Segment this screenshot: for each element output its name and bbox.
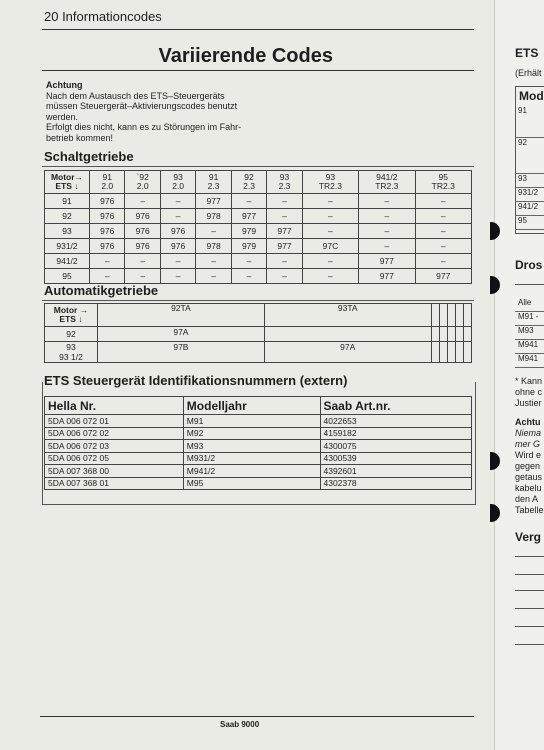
column-header [463, 304, 471, 327]
footer-rule [40, 716, 474, 717]
id-cell: 4300539 [320, 452, 472, 465]
next-page-row: M91 - [515, 312, 544, 326]
table-row [45, 194, 472, 209]
table-row [45, 342, 472, 363]
column-header [455, 304, 463, 327]
code-cell: 977 [359, 269, 415, 284]
corner-header-line: Motor→ [50, 172, 84, 182]
code-cell: – [231, 254, 266, 269]
next-page-section: Verg [515, 530, 542, 544]
code-cell: – [231, 269, 266, 284]
code-cell: – [160, 269, 195, 284]
next-page-row: 931/2 [515, 188, 544, 202]
warning-line: Nach dem Austausch des ETS–Steuergeräts [46, 90, 225, 101]
next-page-row: 941/2 [515, 202, 544, 216]
next-page-warning: Achtu [515, 417, 541, 427]
code-cell: – [359, 209, 415, 224]
next-page-warning: Wird e [515, 450, 542, 460]
code-cell: 977 [267, 239, 302, 254]
code-cell [447, 327, 455, 342]
column-header-line: TR2.3 [375, 181, 399, 191]
column-header: 93TA [264, 304, 431, 327]
manual-transmission-table [44, 170, 472, 284]
code-cell: 97B [98, 342, 265, 363]
table-row [45, 269, 472, 284]
row-label-line: 92 [66, 329, 76, 339]
next-page-subtitle: (Erhält [515, 68, 542, 78]
next-page-warning: mer G [515, 439, 541, 449]
id-cell: 4302378 [320, 477, 472, 490]
table-row [45, 427, 472, 440]
ets-id-heading: ETS Steuergerät Identifikationsnummern (extern) [44, 373, 348, 388]
code-cell: – [196, 269, 231, 284]
corner-header-line: ETS ↓ [55, 181, 79, 191]
code-cell: 978 [196, 209, 231, 224]
row-label-line: 93 [66, 342, 76, 352]
table-row [45, 440, 472, 453]
next-page-section: Dros [515, 258, 543, 272]
next-page-note: Justier [515, 398, 542, 408]
code-cell: 977 [231, 209, 266, 224]
next-page-row: 92 [515, 138, 544, 174]
header-rule [42, 29, 474, 30]
column-header-line: 2.0 [172, 181, 185, 191]
code-cell [463, 342, 471, 363]
id-cell: 4022653 [320, 415, 472, 428]
warning-line: müssen Steuergerät–Aktivierungscodes benutzt [46, 101, 238, 111]
code-cell [431, 342, 439, 363]
next-page-rule [515, 626, 544, 627]
next-page-warning: getaus [515, 472, 543, 482]
code-cell: 979 [231, 224, 266, 239]
next-page-row: M941 [515, 340, 544, 354]
table-row [45, 452, 472, 465]
column-header-line: 2.0 [101, 181, 114, 191]
code-cell: – [302, 254, 358, 269]
code-cell: 976 [125, 224, 160, 239]
id-cell: 5DA 006 072 03 [45, 440, 184, 453]
code-cell: – [267, 254, 302, 269]
column-header-line: TR2.3 [431, 181, 455, 191]
page-footer: Saab 9000 [220, 720, 260, 729]
code-cell: – [267, 269, 302, 284]
column-header [90, 171, 125, 194]
id-cell: 5DA 006 072 05 [45, 452, 184, 465]
code-cell: – [90, 254, 125, 269]
next-page-note: * Kann [515, 376, 543, 386]
code-cell: – [415, 224, 472, 239]
next-page-rule [515, 608, 544, 609]
next-page-row: 95 [515, 216, 544, 230]
table-row [45, 254, 472, 269]
next-page-row: Alle [515, 298, 544, 312]
column-header: 92TA [98, 304, 265, 327]
code-cell [463, 327, 471, 342]
column-header-line: 93 [279, 172, 290, 182]
ets-id-table [44, 396, 472, 490]
code-cell: 977 [359, 254, 415, 269]
column-header [359, 171, 415, 194]
warning-line: Erfolgt dies nicht, kann es zu Störungen im Fahr- [46, 122, 242, 132]
id-cell: 4392601 [320, 465, 472, 478]
id-cell: 4159182 [320, 427, 472, 440]
row-label: 931/2 [45, 239, 90, 254]
id-cell: 5DA 006 072 02 [45, 427, 184, 440]
code-cell: – [415, 209, 472, 224]
warning-note [46, 80, 286, 143]
code-cell: – [90, 269, 125, 284]
id-cell: M91 [183, 415, 320, 428]
id-cell: M92 [183, 427, 320, 440]
column-header [231, 171, 266, 194]
corner-header [45, 304, 98, 327]
table-header-row [45, 171, 472, 194]
code-cell: – [160, 209, 195, 224]
code-cell: 976 [160, 224, 195, 239]
warning-line: betrieb kommen! [46, 132, 114, 143]
corner-header [45, 171, 90, 194]
title-rule [42, 70, 474, 71]
row-label: 941/2 [45, 254, 90, 269]
code-cell: – [359, 194, 415, 209]
next-page-rule [515, 590, 544, 591]
next-page-note: ohne c [515, 387, 543, 397]
next-page-warning: Niema [515, 428, 542, 438]
code-cell: – [415, 254, 472, 269]
page-header: 20 Informationcodes [44, 9, 162, 24]
next-page-row: M93 [515, 326, 544, 340]
code-cell: 976 [90, 194, 125, 209]
id-cell: 5DA 007 368 00 [45, 465, 184, 478]
warning-heading: Achtung [46, 80, 83, 90]
column-header [447, 304, 455, 327]
code-cell: 976 [90, 239, 125, 254]
next-page-rule [515, 574, 544, 575]
code-cell: – [196, 224, 231, 239]
column-header [196, 171, 231, 194]
code-cell: – [196, 254, 231, 269]
code-cell: 977 [196, 194, 231, 209]
next-page-warning: kabelu [515, 483, 542, 493]
code-cell: 97A [98, 327, 265, 342]
next-page-warning: den A [515, 494, 539, 504]
column-header: Saab Art.nr. [320, 397, 472, 415]
row-label-line: 93 1/2 [59, 352, 83, 362]
next-page-title: ETS [515, 46, 539, 60]
table-row [45, 224, 472, 239]
code-cell: – [125, 254, 160, 269]
code-cell: – [302, 209, 358, 224]
code-cell: 976 [125, 209, 160, 224]
column-header [160, 171, 195, 194]
code-cell: – [125, 194, 160, 209]
code-cell [455, 342, 463, 363]
id-cell: M941/2 [183, 465, 320, 478]
column-header [302, 171, 358, 194]
code-cell: – [160, 194, 195, 209]
code-cell [439, 342, 447, 363]
table-row [45, 327, 472, 342]
code-cell: 977 [267, 224, 302, 239]
next-page-row: 91 [515, 106, 544, 138]
column-header-line: TR2.3 [318, 181, 342, 191]
column-header: Modelljahr [183, 397, 320, 415]
code-cell: 976 [90, 224, 125, 239]
code-cell: – [302, 224, 358, 239]
column-header-line: 92 [244, 172, 254, 182]
code-cell: – [359, 239, 415, 254]
id-cell: 4300075 [320, 440, 472, 453]
column-header-line: 941/2 [376, 172, 398, 182]
next-page-warning: Tabelle [515, 505, 544, 515]
code-cell: 978 [196, 239, 231, 254]
next-page-row: 93 [515, 174, 544, 188]
warning-line: werden. [46, 111, 79, 122]
code-cell [455, 327, 463, 342]
next-page-table-head: Mod [519, 89, 544, 103]
column-header-line: `92 [136, 172, 149, 182]
id-cell: M93 [183, 440, 320, 453]
code-cell: 976 [160, 239, 195, 254]
id-cell: M95 [183, 477, 320, 490]
column-header: Hella Nr. [45, 397, 184, 415]
next-page-rule [515, 284, 544, 285]
column-header-line: 91 [102, 172, 112, 182]
code-cell: – [267, 194, 302, 209]
page-title: Variierende Codes [158, 45, 333, 67]
column-header-line: 2.0 [136, 181, 149, 191]
code-cell [447, 342, 455, 363]
code-cell: – [415, 194, 472, 209]
code-cell [431, 327, 439, 342]
next-page-row: M941 [515, 354, 544, 368]
code-cell: 97A [264, 342, 431, 363]
code-cell: 976 [125, 239, 160, 254]
manual-transmission-heading: Schaltgetriebe [44, 149, 134, 164]
row-label: 91 [45, 194, 90, 209]
table-row [45, 477, 472, 490]
row-label [45, 342, 98, 363]
code-cell: – [160, 254, 195, 269]
code-cell: – [267, 209, 302, 224]
column-header-line: 93 [325, 172, 336, 182]
column-header-line: 93 [173, 172, 183, 182]
table-header-row [45, 304, 472, 327]
row-label [45, 327, 98, 342]
column-header [125, 171, 160, 194]
table-row [45, 465, 472, 478]
automatic-transmission-heading: Automatikgetriebe [44, 283, 159, 298]
id-cell: 5DA 007 368 01 [45, 477, 184, 490]
automatic-transmission-table [44, 303, 472, 363]
table-row [45, 239, 472, 254]
code-cell: 979 [231, 239, 266, 254]
code-cell: – [415, 239, 472, 254]
row-label: 92 [45, 209, 90, 224]
corner-header-line: Motor → [53, 305, 89, 315]
next-page-warning: gegen [515, 461, 541, 471]
code-cell: – [359, 224, 415, 239]
next-page-rule [515, 556, 544, 557]
code-cell: – [302, 194, 358, 209]
table-row [45, 209, 472, 224]
column-header [267, 171, 302, 194]
id-cell: M931/2 [183, 452, 320, 465]
row-label: 95 [45, 269, 90, 284]
code-cell [439, 327, 447, 342]
column-header [439, 304, 447, 327]
table-header-row [45, 397, 472, 415]
column-header [415, 171, 472, 194]
code-cell: – [302, 269, 358, 284]
column-header-line: 91 [208, 172, 219, 182]
column-header-line: 2.3 [278, 181, 291, 191]
code-cell: 97C [302, 239, 358, 254]
column-header-line: 95 [438, 172, 448, 182]
row-label: 93 [45, 224, 90, 239]
column-header-line: 2.3 [207, 181, 220, 191]
column-header-line: 2.3 [243, 181, 255, 191]
code-cell: – [125, 269, 160, 284]
table-row [45, 415, 472, 428]
next-page-rule [515, 644, 544, 645]
code-cell [264, 327, 431, 342]
column-header [431, 304, 439, 327]
code-cell: – [231, 194, 266, 209]
code-cell: 977 [415, 269, 472, 284]
corner-header-line: ETS ↓ [59, 314, 83, 324]
code-cell: 976 [90, 209, 125, 224]
id-cell: 5DA 006 072 01 [45, 415, 184, 428]
section-rule [42, 300, 474, 301]
section-rule [42, 166, 474, 167]
